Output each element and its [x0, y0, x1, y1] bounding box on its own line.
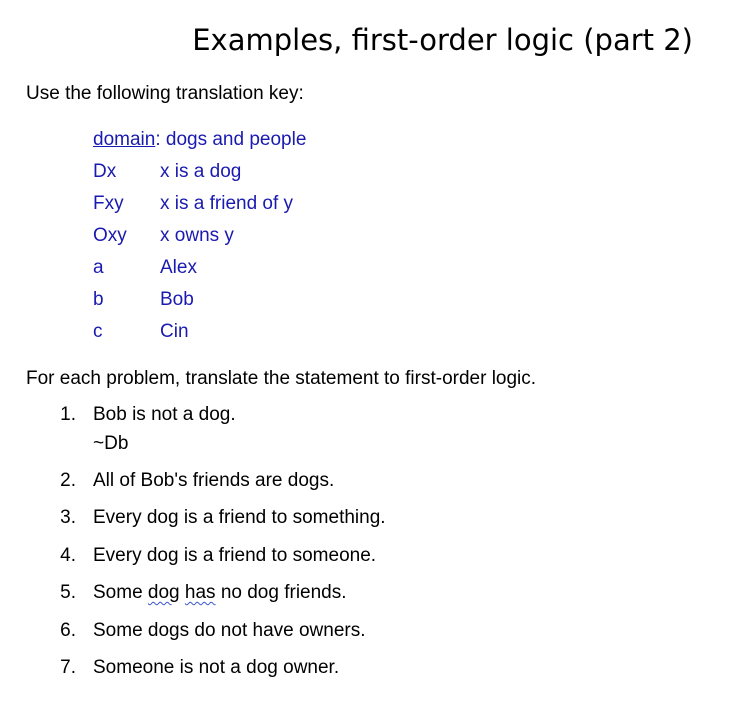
spellcheck-flagged-word[interactable]: has: [184, 582, 216, 604]
key-meaning: x is a dog: [160, 161, 242, 182]
page-title: Examples, first-order logic (part 2): [192, 23, 693, 57]
key-meaning: Cin: [160, 321, 189, 342]
problem-number: 2.: [60, 470, 76, 491]
problem-statement: [93, 581, 347, 605]
problem-number: 6.: [60, 619, 76, 641]
instructions-text: For each problem, translate the statement to first-order logic.: [26, 368, 537, 389]
key-symbol: a: [93, 257, 104, 278]
problem-number: 7.: [60, 656, 76, 678]
key-row: [93, 223, 306, 255]
key-row: [93, 287, 306, 319]
problem-number: 1.: [60, 404, 76, 425]
key-row: [93, 159, 306, 191]
domain-description: : dogs and people: [155, 129, 307, 150]
key-symbol: Dx: [93, 161, 117, 182]
key-domain: [93, 127, 306, 159]
problem-statement: Bob is not a dog.: [93, 404, 236, 425]
problem-statement: Someone is not a dog owner.: [93, 656, 340, 678]
intro-text: Use the following translation key:: [26, 83, 304, 104]
key-symbol: c: [93, 321, 103, 342]
translation-key: [93, 127, 306, 351]
key-symbol: Oxy: [93, 225, 127, 246]
problem-statement: Every dog is a friend to someone.: [93, 544, 377, 566]
key-meaning: x owns y: [160, 225, 234, 246]
problem-number: 3.: [60, 507, 76, 529]
statement-text: no dog friends.: [215, 582, 347, 604]
key-row: [93, 255, 306, 287]
key-symbol: Fxy: [93, 193, 124, 214]
problem-number: 5.: [60, 582, 76, 604]
statement-text: Some: [93, 582, 148, 604]
problem-statement: Every dog is a friend to something.: [93, 507, 386, 529]
key-meaning: Alex: [160, 257, 197, 278]
problem-statement: Some dogs do not have owners.: [93, 619, 366, 641]
key-row: [93, 191, 306, 223]
domain-link[interactable]: domain: [93, 129, 156, 150]
problem-answer: ~Db: [93, 433, 129, 454]
problem-statement: All of Bob's friends are dogs.: [93, 470, 335, 491]
key-meaning: Bob: [160, 289, 194, 310]
key-row: [93, 319, 306, 351]
problem-number: 4.: [60, 544, 76, 566]
key-meaning: x is a friend of y: [160, 193, 294, 214]
key-symbol: b: [93, 289, 104, 310]
spellcheck-flagged-word[interactable]: dog: [147, 582, 180, 604]
